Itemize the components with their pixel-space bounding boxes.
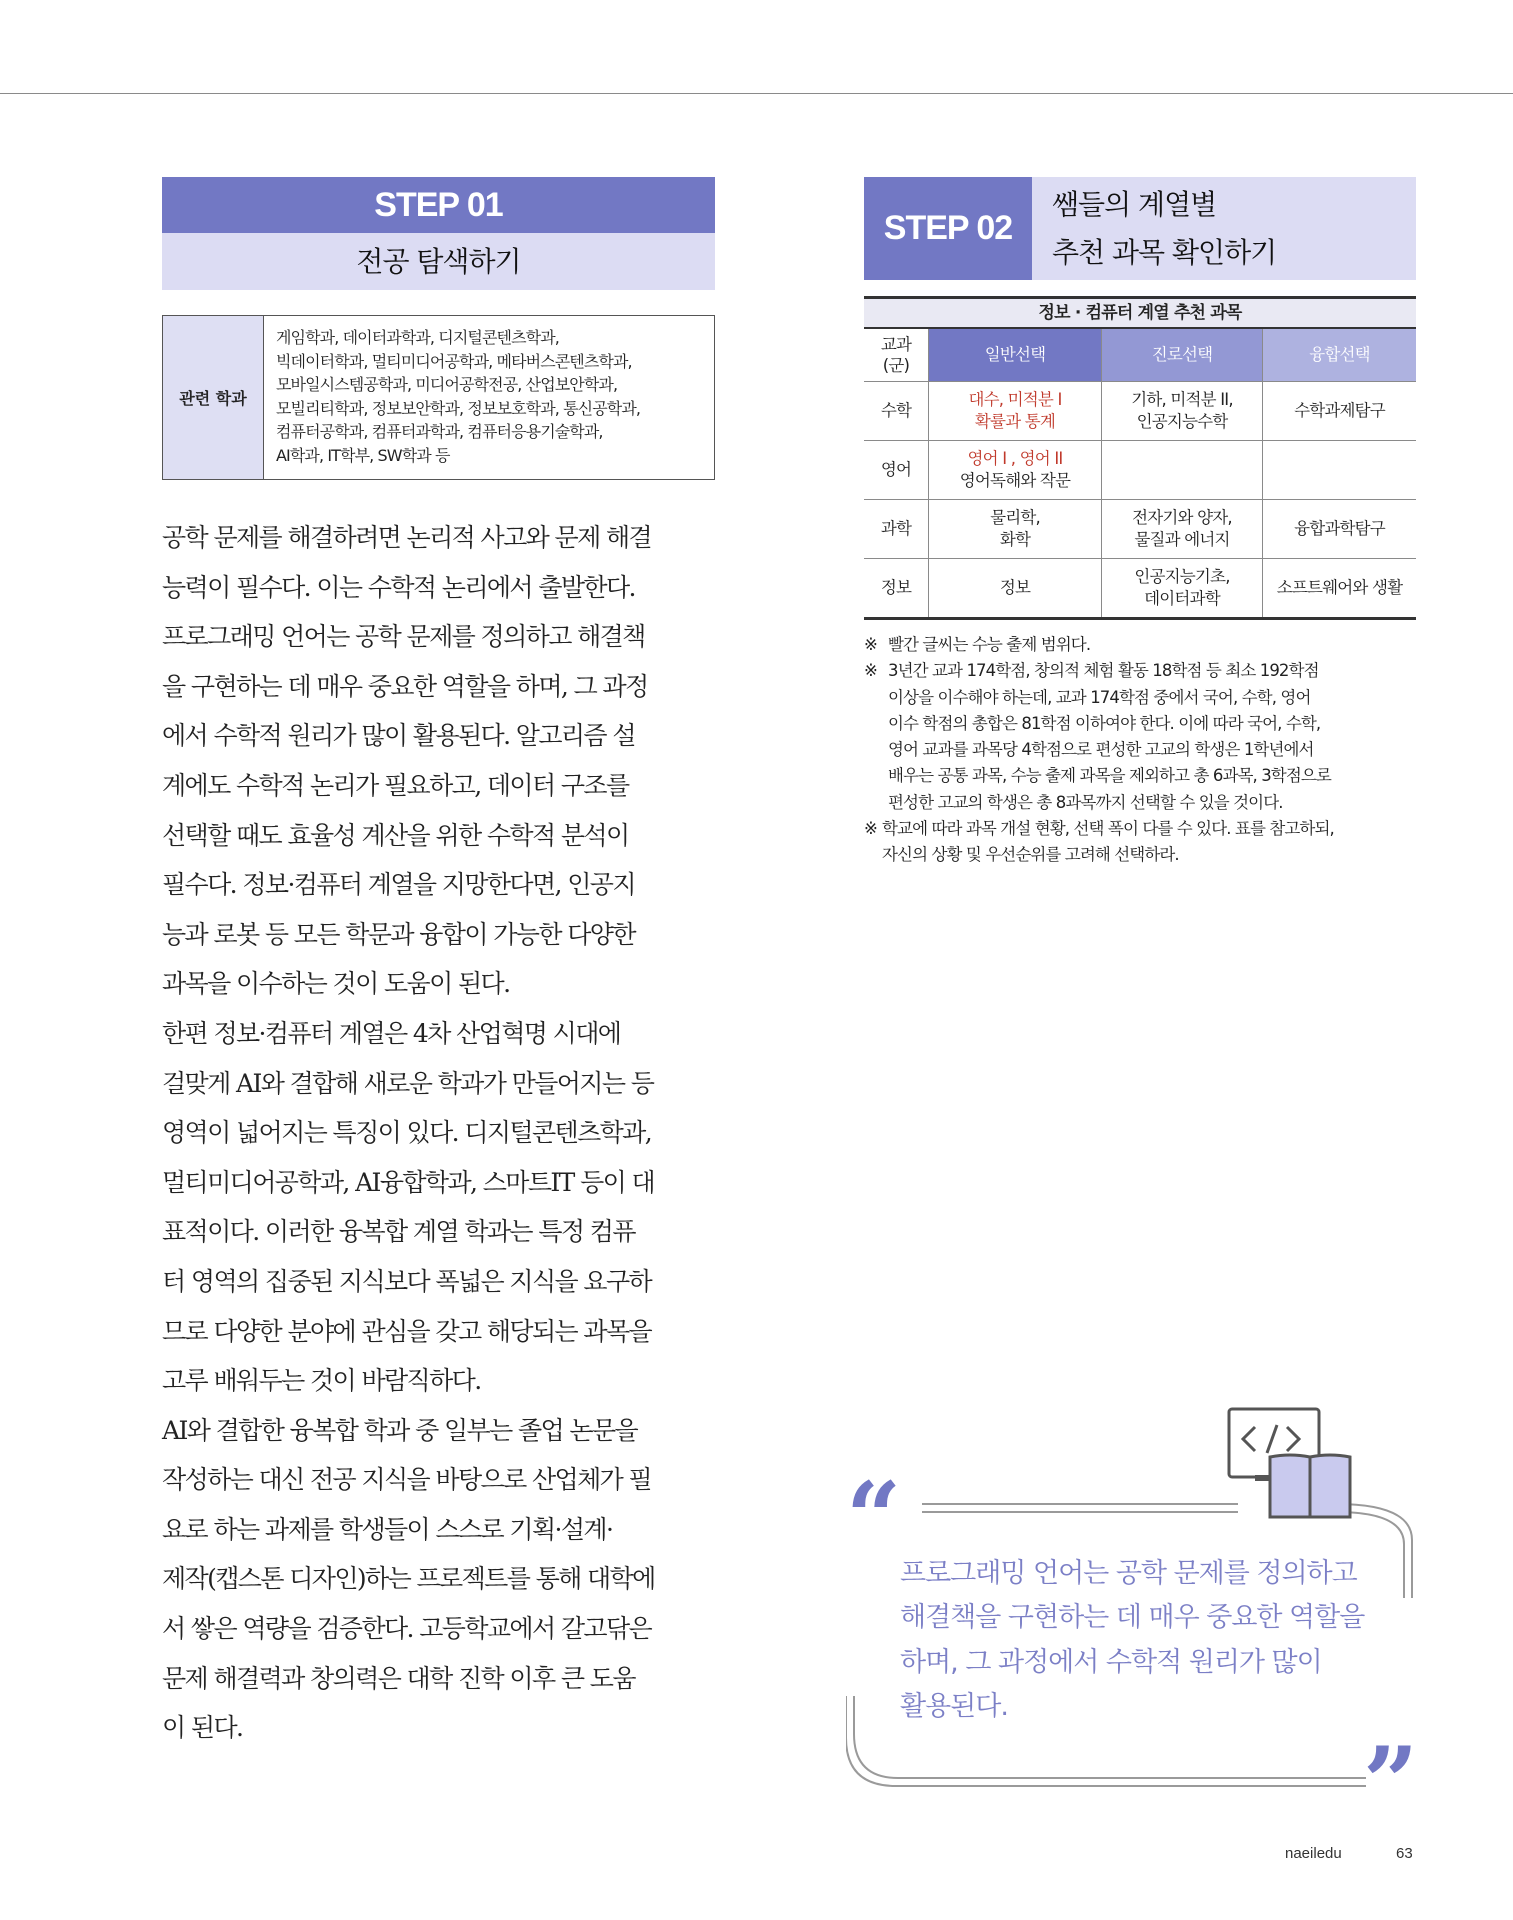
- code-book-icon: [1225, 1405, 1355, 1525]
- department-line: 컴퓨터공학과, 컴퓨터과학과, 컴퓨터응용기술학과,: [276, 422, 603, 441]
- article-line: 서 쌓은 역량을 검증한다. 고등학교에서 갈고닦은: [162, 1614, 652, 1644]
- note-mark: ※: [864, 819, 877, 839]
- convergence-cell: 소프트웨어와 생활: [1263, 559, 1417, 619]
- pull-quote-line: 활용된다.: [900, 1690, 1008, 1722]
- group-cell: 수학: [864, 382, 929, 441]
- article-line: 과목을 이수하는 것이 도움이 된다.: [162, 969, 510, 999]
- department-line: 모빌리티학과, 정보보안학과, 정보보호학과, 통신공학과,: [276, 398, 641, 418]
- article-line: 능과 로봇 등 모든 학문과 융합이 가능한 다양한: [162, 919, 635, 949]
- department-line: AI학과, IT학부, SW학과 등: [276, 445, 450, 465]
- cell-line: 영어 I , 영어 II: [967, 449, 1063, 468]
- group-header: [864, 328, 929, 382]
- group-cell: 정보: [864, 559, 929, 619]
- convergence-cell: [1263, 441, 1417, 500]
- group-cell: 과학: [864, 500, 929, 559]
- article-line: 제작(캡스톤 디자인)하는 프로젝트를 통해 대학에: [162, 1564, 655, 1594]
- department-line: 게임학과, 데이터과학과, 디지털콘텐츠학과,: [276, 328, 559, 347]
- convergence-cell: 수학과제탐구: [1263, 382, 1417, 441]
- general-cell: [929, 382, 1102, 441]
- article-line: 문제 해결력과 창의력은 대학 진학 이후 큰 도움: [162, 1663, 635, 1693]
- article-line: 을 구현하는 데 매우 중요한 역할을 하며, 그 과정: [162, 671, 648, 701]
- article-line: 선택할 때도 효율성 계산을 위한 수학적 분석이: [162, 820, 629, 850]
- cell-line: 영어독해와 작문: [959, 471, 1071, 490]
- column-header-general: 일반선택: [929, 328, 1102, 382]
- career-cell: [1102, 441, 1263, 500]
- general-cell: [929, 559, 1102, 619]
- general-cell: [929, 500, 1102, 559]
- table-row: [864, 441, 1416, 500]
- cell-line: 물리학,: [990, 508, 1040, 527]
- article-line: 표적이다. 이러한 융복합 계열 학과는 특정 컴퓨: [162, 1217, 635, 1247]
- article-line: 멀티미디어공학과, AI융합학과, 스마트IT 등이 대: [162, 1167, 655, 1197]
- pull-quote-line: 하며, 그 과정에서 수학적 원리가 많이: [900, 1646, 1322, 1678]
- note-line: 배우는 공통 과목, 수능 출제 과목을 제외하고 총 6과목, 3학점으로: [888, 766, 1331, 786]
- career-cell: [1102, 559, 1263, 619]
- note: [864, 632, 1420, 658]
- note-line: 이상을 이수해야 하는데, 교과 174학점 중에서 국어, 수학, 영어: [888, 687, 1311, 707]
- cell-line: 데이터과학: [1144, 589, 1220, 608]
- footer-brand: naeiledu: [1285, 1845, 1342, 1862]
- note-line: 학교에 따라 과목 개설 현황, 선택 폭이 다를 수 있다. 표를 참고하되,: [882, 819, 1334, 839]
- step2-title-line: 쌤들의 계열별: [1052, 188, 1217, 221]
- note-line: 이수 학점의 총합은 81학점 이하여야 한다. 이에 따라 국어, 수학,: [888, 713, 1321, 733]
- top-rule: [0, 93, 1513, 94]
- article-line: 프로그래밍 언어는 공학 문제를 정의하고 해결책: [162, 622, 645, 652]
- cell-line: 전자기와 양자,: [1132, 508, 1232, 527]
- note-line: 자신의 상황 및 우선순위를 고려해 선택하라.: [882, 845, 1179, 865]
- pull-quote: [900, 1552, 1400, 1729]
- table-row: [864, 500, 1416, 559]
- article-line: 한편 정보·컴퓨터 계열은 4차 산업혁명 시대에: [162, 1018, 621, 1048]
- note-mark: ※: [864, 635, 877, 654]
- career-cell: [1102, 500, 1263, 559]
- step1-label: STEP 01: [162, 177, 715, 233]
- cell-line: 물질과 에너지: [1134, 530, 1230, 549]
- note: [864, 816, 1420, 869]
- related-departments-head: 관련 학과: [163, 316, 264, 479]
- step2-title: [1032, 177, 1416, 280]
- recommended-subjects-table: [864, 296, 1416, 620]
- page-number: 63: [1396, 1845, 1413, 1862]
- cell-line: 정보: [999, 578, 1031, 597]
- general-cell: [929, 441, 1102, 500]
- table-row: [864, 559, 1416, 619]
- article-line: 터 영역의 집중된 지식보다 폭넓은 지식을 요구하: [162, 1266, 652, 1296]
- cell-line: 인공지능기초,: [1134, 567, 1230, 586]
- table-caption-row: [864, 298, 1416, 329]
- department-line: 빅데이터학과, 멀티미디어공학과, 메타버스콘텐츠학과,: [276, 351, 632, 371]
- cell-line: 인공지능수학: [1136, 412, 1228, 431]
- column-header-convergence: 융합선택: [1263, 328, 1417, 382]
- column-header-career: 진로선택: [1102, 328, 1263, 382]
- group-header-line: (군): [882, 356, 910, 375]
- department-line: 모바일시스템공학과, 미디어공학전공, 산업보안학과,: [276, 375, 618, 394]
- step2-title-line: 추천 과목 확인하기: [1052, 236, 1277, 269]
- table-header-row: [864, 328, 1416, 382]
- pull-quote-line: 해결책을 구현하는 데 매우 중요한 역할을: [900, 1602, 1365, 1634]
- table-caption: 정보 · 컴퓨터 계열 추천 과목: [864, 298, 1416, 329]
- close-quote-mark: ”: [1363, 1726, 1419, 1839]
- article-line: 능력이 필수다. 이는 수학적 논리에서 출발한다.: [162, 572, 635, 602]
- step2-label: STEP 02: [864, 177, 1032, 280]
- step1-header: [162, 177, 715, 290]
- note-line: 빨간 글씨는 수능 출제 범위다.: [888, 635, 1091, 654]
- cell-line: 대수, 미적분 I: [968, 390, 1062, 409]
- career-cell: [1102, 382, 1263, 441]
- step1-title: 전공 탐색하기: [162, 233, 715, 290]
- table-notes: [864, 632, 1420, 869]
- note-line: 편성한 고교의 학생은 총 8과목까지 선택할 수 있을 것이다.: [888, 792, 1283, 812]
- article-line: 영역이 넓어지는 특징이 있다. 디지털콘텐츠학과,: [162, 1118, 652, 1148]
- article-line: 므로 다양한 분야에 관심을 갖고 해당되는 과목을: [162, 1316, 652, 1346]
- cell-line: 기하, 미적분 II,: [1131, 390, 1233, 409]
- table-row: [864, 382, 1416, 441]
- group-cell: 영어: [864, 441, 929, 500]
- cell-line: 화학: [999, 530, 1031, 549]
- open-quote-mark: “: [846, 1461, 902, 1574]
- article-line: 이 된다.: [162, 1713, 243, 1743]
- group-header-line: 교과: [880, 335, 912, 354]
- related-departments-list: [264, 316, 714, 479]
- article-line: 필수다. 정보·컴퓨터 계열을 지망한다면, 인공지: [162, 870, 635, 900]
- note: [864, 658, 1420, 816]
- article-line: 공학 문제를 해결하려면 논리적 사고와 문제 해결: [162, 523, 652, 552]
- article-line: 고루 배워두는 것이 바람직하다.: [162, 1366, 481, 1396]
- step2-header: [864, 177, 1416, 280]
- article-line: 계에도 수학적 논리가 필요하고, 데이터 구조를: [162, 770, 629, 800]
- article-line: 걸맞게 AI와 결합해 새로운 학과가 만들어지는 등: [162, 1068, 654, 1098]
- note-mark: ※: [864, 661, 877, 681]
- related-departments-box: [162, 315, 715, 480]
- article-line: 에서 수학적 원리가 많이 활용된다. 알고리즘 설: [162, 721, 635, 751]
- article-line: 작성하는 대신 전공 지식을 바탕으로 산업체가 필: [162, 1465, 652, 1495]
- pull-quote-line: 프로그래밍 언어는 공학 문제를 정의하고: [900, 1558, 1357, 1589]
- article-body: [162, 513, 722, 1753]
- cell-line: 확률과 통계: [974, 412, 1056, 431]
- note-line: 영어 교과를 과목당 4학점으로 편성한 고교의 학생은 1학년에서: [888, 740, 1314, 760]
- convergence-cell: 융합과학탐구: [1263, 500, 1417, 559]
- article-line: AI와 결합한 융복합 학과 중 일부는 졸업 논문을: [162, 1415, 638, 1445]
- article-line: 요로 하는 과제를 학생들이 스스로 기획·설계·: [162, 1514, 613, 1544]
- note-line: 3년간 교과 174학점, 창의적 체험 활동 18학점 등 최소 192학점: [888, 661, 1319, 681]
